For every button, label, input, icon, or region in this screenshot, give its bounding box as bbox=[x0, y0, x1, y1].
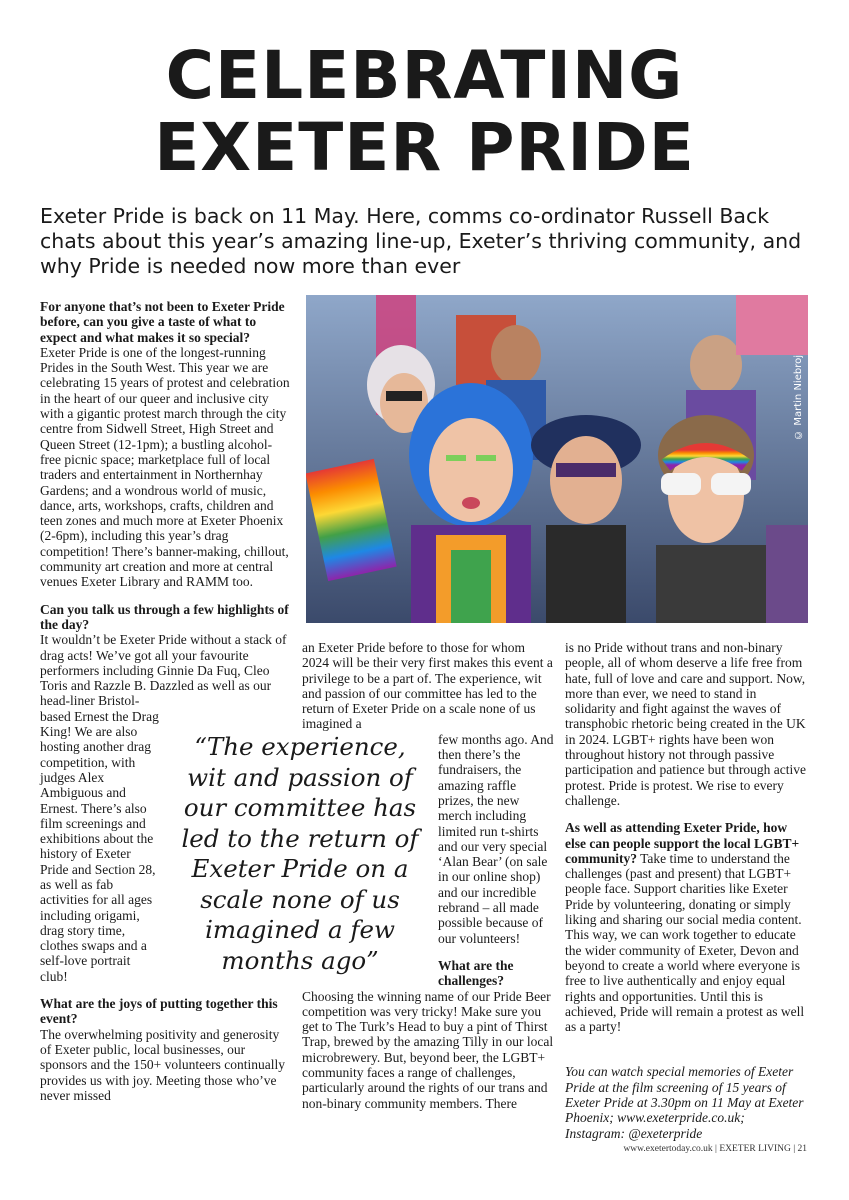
pride-photo bbox=[306, 295, 808, 623]
answer-support: Take time to understand the challenges (past and present) that LGBT+ people face. Support charities like Exeter Pride by volunteering, donating or simply liking and sharing our social media content. This way, we can work together to educate the wider community of Exeter, Devon and beyond to create a world where everyone is free to live authentically and enjoy equal rights and opportunities. Until this is achieved, Pride will remain a protest as well as a party! bbox=[565, 850, 805, 1035]
question-joys: What are the joys of putting together this event? bbox=[40, 996, 278, 1027]
answer-expect: Exeter Pride is one of the longest-running Prides in the South West. This year we are celebrating 15 years of protest and celebration in the heart of our queer and inclusive city with a gigantic protest march through the city centre from Sidwell Street, High Street and Queen Street (12-1pm); a bustling alcohol-free picnic space; marketplace full of local traders and entertainment in Northernhay Gardens; and a wondrous world of music, dance, arts, workshops, crafts, children and teen zones and much more at Exeter Phoenix (2-6pm), including this year’s drag competition! There’s banner-making, chillout, community art creation and more at central venues Exeter Library and RAMM too. bbox=[40, 344, 290, 590]
answer-joys: The overwhelming positivity and generosity of Exeter public, local businesses, our sponsors and the 150+ volunteers continually provides us with joy. Meeting those who’ve never missed bbox=[40, 1026, 285, 1103]
standfirst: Exeter Pride is back on 11 May. Here, comms co-ordinator Russell Back chats about this year’s amazing line-up, Exeter’s thriving community, and why Pride is needed now more than ever bbox=[40, 204, 802, 278]
question-support: As well as attending Exeter Pride, how else can people support the local LGBT+ community? bbox=[565, 820, 800, 866]
headline-line-1: CELEBRATING bbox=[165, 37, 684, 114]
page-headline bbox=[0, 37, 849, 186]
column-3 bbox=[565, 640, 808, 1141]
answer-challenges: Choosing the winning name of our Pride Beer competition was very tricky! Make sure you get to The Turk’s Head to buy a pint of Thirst Trap, brewed by the amazing Tilly in our local microbrewery. But, beyond beer, the LGBT+ community faces a range of challenges, particularly around the rights of our trans and non-binary community members. There bbox=[302, 988, 554, 1111]
question-highlights: Can you talk us through a few highlights of the day? bbox=[40, 601, 289, 632]
closing-note: You can watch special memories of Exeter Pride at the film screening of 15 years of Exeter Pride at 3.30pm on 11 May at Exeter Phoenix; www.exeterpride.co.uk; Instagram: @exeterpride bbox=[565, 1064, 804, 1141]
answer-challenges-continued: is no Pride without trans and non-binary people, all of whom deserve a life free from hate, full of love and care and support. Now, more than ever, we need to stand in solidarity and fight against the waves of transphobic rhetoric being created in the UK in 2024. LGBT+ rights have been won throughout history not through passive participation and patience but through active protest. Pride is protest. We rise to every challenge. bbox=[565, 640, 807, 808]
column-1 bbox=[40, 299, 292, 1103]
question-expect: For anyone that’s not been to Exeter Pride before, can you give a taste of what to expect and what makes it so special? bbox=[40, 299, 285, 345]
page-footer: www.exetertoday.co.uk | EXETER LIVING | 21 bbox=[623, 1144, 807, 1154]
question-challenges: What are the challenges? bbox=[438, 957, 514, 989]
pull-quote: “The experience, wit and passion of our committee has led to the return of Exeter Pride on a scale none of us imagined a few months ago” bbox=[181, 732, 419, 975]
pride-crowd-image bbox=[306, 295, 808, 623]
photo-credit: © Martin Niebroj bbox=[793, 355, 804, 440]
answer-highlights-full: It wouldn’t be Exeter Pride without a stack of drag acts! We’ve got all your favourite performers including Ginnie Da Fuq, Cleo Toris and Razzle B. Dazzled as well as our bbox=[40, 632, 287, 694]
headline-line-2: EXETER PRIDE bbox=[154, 109, 695, 186]
support-section bbox=[565, 820, 808, 1034]
answer-joys-narrow: few months ago. And then there’s the fundraisers, the amazing raffle prizes, the new merch including limited run t-shirts and our very special ‘Alan Bear’ (on sale in our online shop) and our incredible rebrand – all made possible because of our volunteers! bbox=[438, 731, 554, 946]
answer-highlights-narrow: head-liner Bristol-based Ernest the Drag King! We are also hosting another drag competition, with judges Alex Ambiguous and Ernest. There’s also film screenings and exhibitions about the history of Exeter Pride and Section 28, as well as fab activities for all ages including origami, drag story time, clothes swaps and a self-love portrait club! bbox=[40, 693, 159, 984]
answer-joys-continued: an Exeter Pride before to those for whom 2024 will be their very first makes this event a privilege to be a part of. The experience, wit and passion of our committee has led to the return of Exeter Pride on a scale none of us imagined a bbox=[302, 640, 553, 732]
